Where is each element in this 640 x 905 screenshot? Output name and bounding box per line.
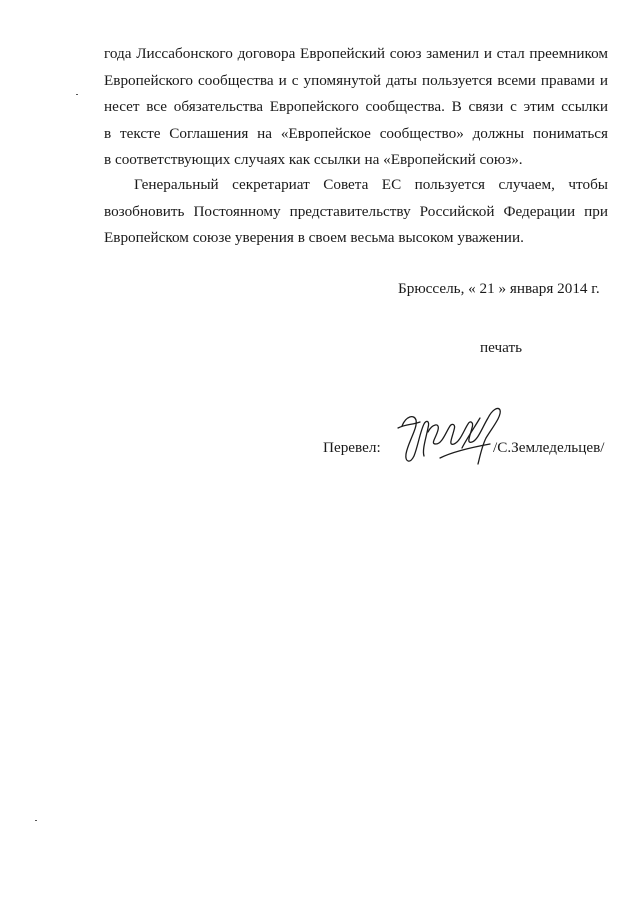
text-line: Генеральный секретариат Совета ЕС пользуется случаем, чтобы — [134, 176, 608, 193]
paragraph-lisbon-treaty — [104, 41, 608, 174]
translator-name: /С.Земледельцев/ — [493, 439, 605, 456]
signature-icon — [392, 398, 512, 470]
text-line: возобновить Постоянному представительству Российской Федерации при — [104, 202, 608, 220]
scan-speck — [76, 94, 78, 95]
scan-speck — [35, 820, 37, 821]
text-line: в соответствующих случаях как ссылки на «Европейский союз». — [104, 151, 523, 168]
text-line: Европейского сообщества и с упомянутой даты пользуется всеми правами и — [104, 71, 608, 89]
text-line: года Лиссабонского договора Европейский союз заменил и стал преемником — [104, 45, 608, 62]
translated-by-label: Перевел: — [323, 439, 381, 456]
place-and-date: Брюссель, « 21 » января 2014 г. — [398, 280, 600, 297]
stamp-note: печать — [480, 339, 523, 356]
paragraph-assurances — [104, 172, 608, 252]
text-line: несет все обязательства Европейского сообщества. В связи с этим ссылки — [104, 98, 608, 115]
text-line: в тексте Соглашения на «Европейское сообщество» должны пониматься — [104, 124, 608, 142]
text-line: Европейском союзе уверения в своем весьма высоком уважении. — [104, 229, 524, 246]
